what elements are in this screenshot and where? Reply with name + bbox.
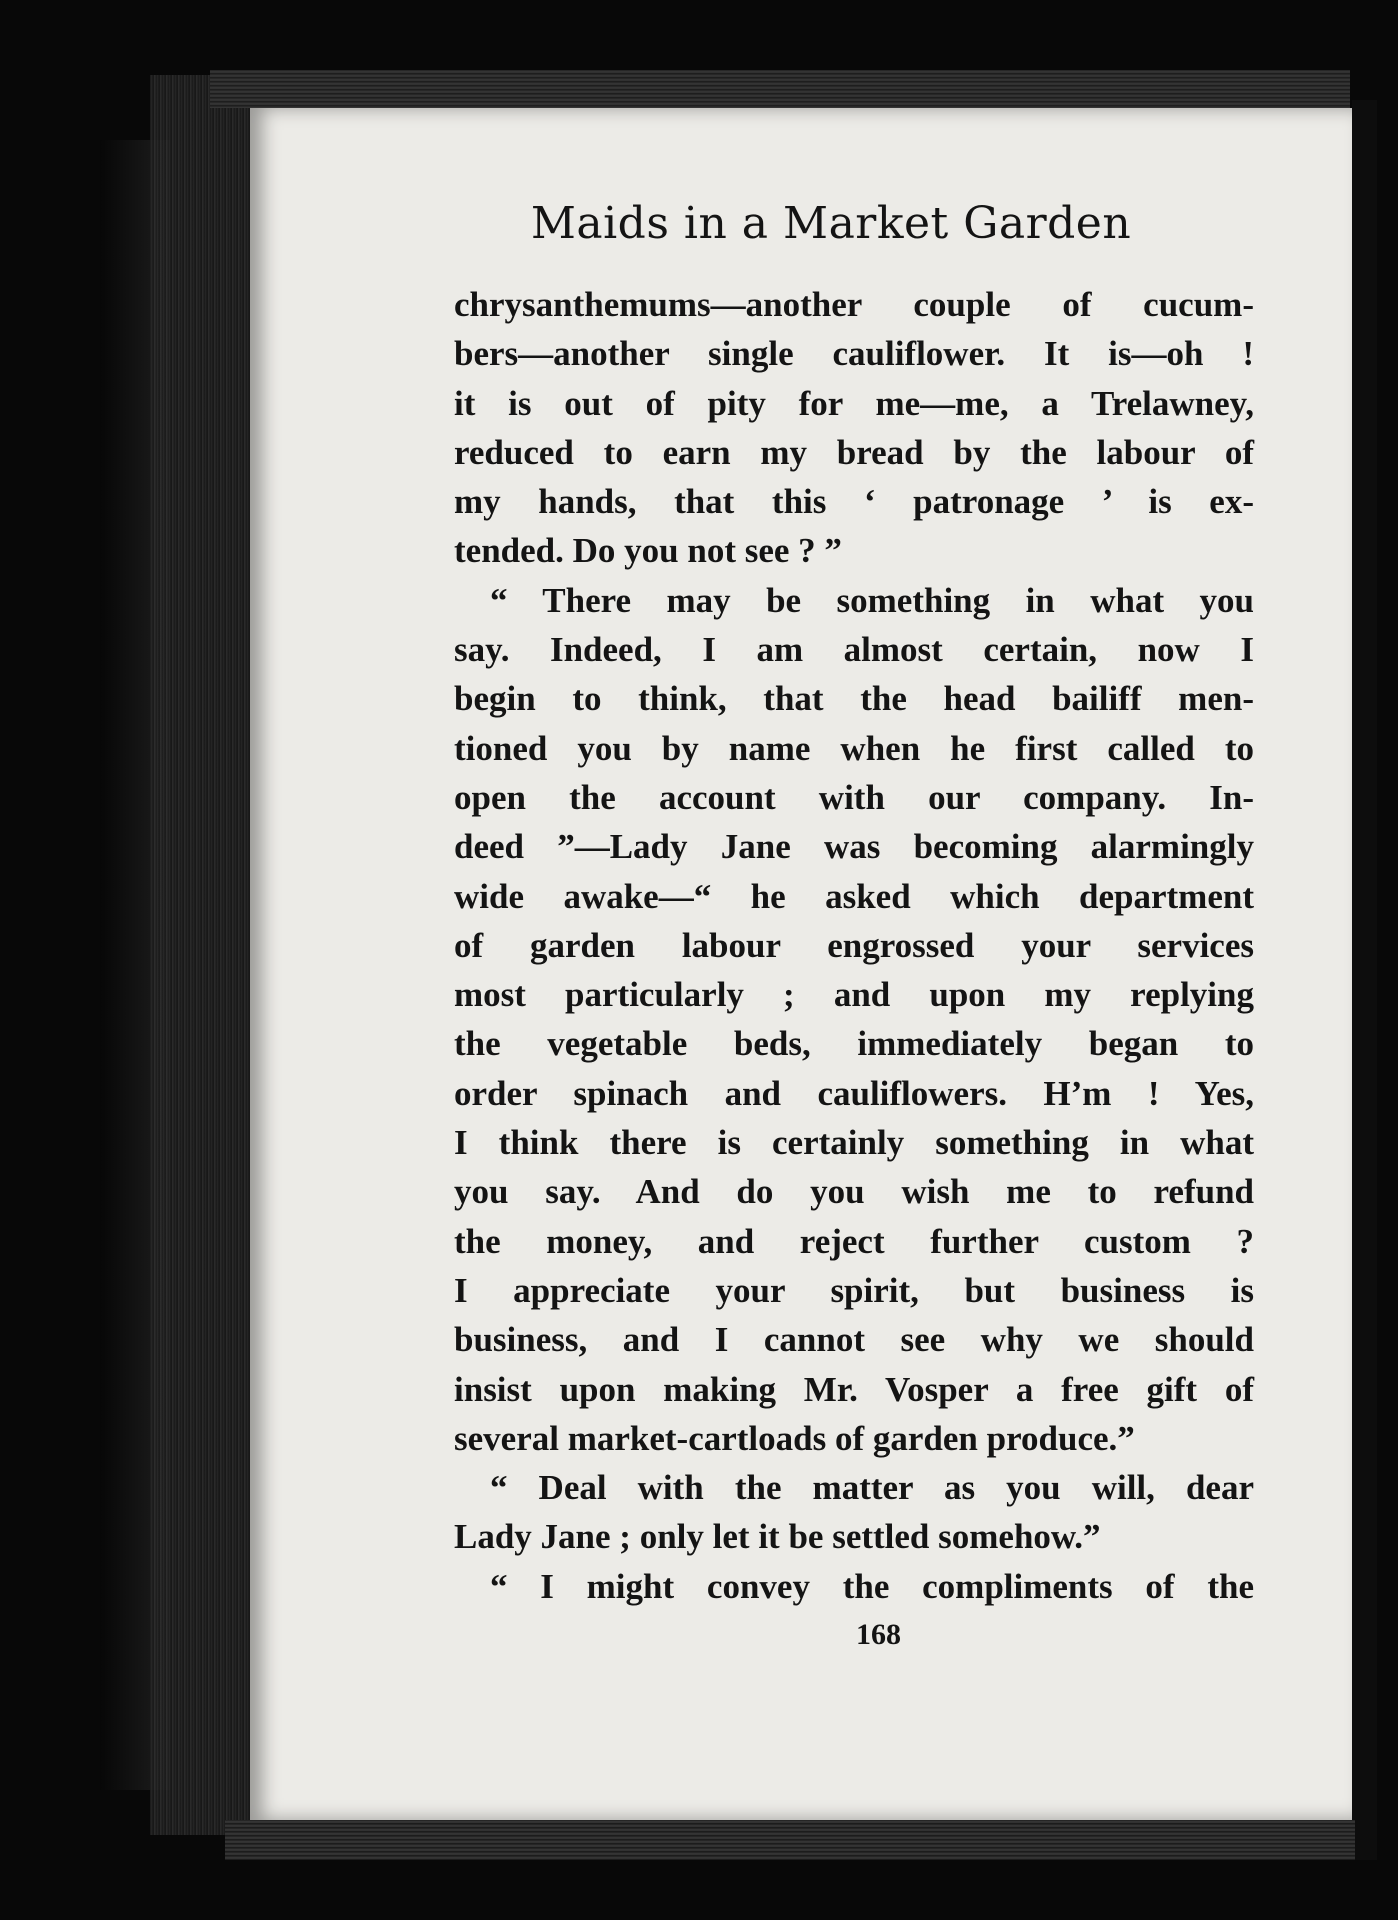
text-line: several market-cartloads of garden produce.” [454,1418,1135,1458]
text-line: tended. Do you not see ? ” [454,531,842,571]
text-line: I appreciate your spirit, but business is [454,1270,1254,1310]
text-line: begin to think, that the head bailiff men- [454,679,1254,719]
running-head: Maids in a Market Garden [530,198,1132,249]
text-line: of garden labour engrossed your services [454,925,1254,965]
text-line: reduced to earn my bread by the labour of [454,432,1254,472]
text-line: deed ”—Lady Jane was becoming alarmingly [454,827,1254,867]
text-line: order spinach and cauliflowers. H’m ! Yes, [454,1073,1254,1113]
text-line: the money, and reject further custom ? [454,1221,1254,1261]
text-line: “ There may be something in what you [490,580,1254,620]
bottom-page-edges [225,1820,1355,1860]
text-line: insist upon making Mr. Vosper a free gift of [454,1369,1254,1409]
page-number: 168 [856,1618,901,1651]
text-line: say. Indeed, I am almost certain, now I [454,630,1254,670]
book-page [250,108,1352,1820]
text-line: tioned you by name when he first called to [454,728,1254,768]
text-line: I think there is certainly something in what [454,1123,1254,1163]
top-page-edges [210,70,1350,108]
right-page-edge [1352,100,1377,1860]
text-line: bers—another single cauliflower. It is—oh ! [454,334,1254,374]
text-line: the vegetable beds, immediately began to [454,1024,1254,1064]
text-line: Lady Jane ; only let it be settled somehow.” [454,1517,1101,1557]
text-line: it is out of pity for me—me, a Trelawney, [454,383,1254,423]
text-line: “ I might convey the compliments of the [490,1566,1254,1606]
text-line: wide awake—“ he asked which department [454,876,1254,916]
text-line: chrysanthemums—another couple of cucum- [454,285,1254,324]
stacked-page-edges [150,75,260,1835]
text-line: business, and I cannot see why we should [454,1320,1254,1360]
text-line: my hands, that this ‘ patronage ’ is ex- [454,482,1254,522]
body-text [454,280,1254,1611]
text-line: most particularly ; and upon my replying [454,975,1254,1015]
text-line: “ Deal with the matter as you will, dear [490,1468,1254,1508]
text-line: you say. And do you wish me to refund [454,1172,1254,1212]
text-line: open the account with our company. In- [454,777,1254,817]
